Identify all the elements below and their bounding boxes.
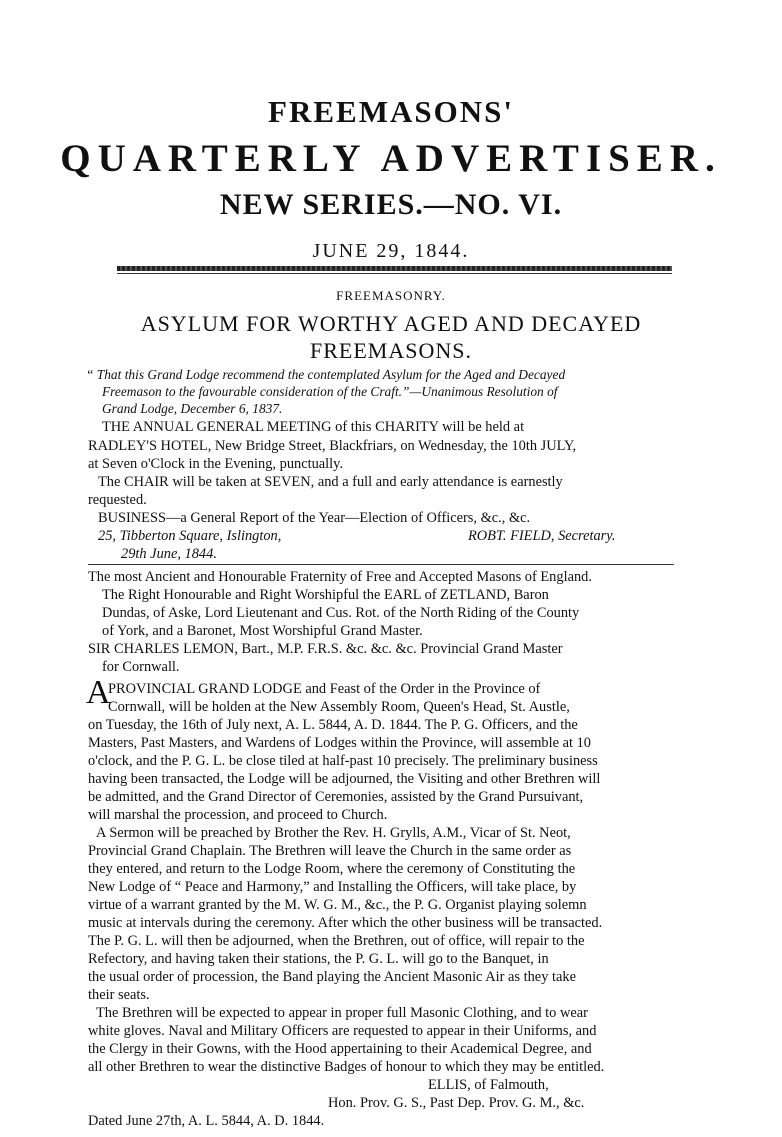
signer-title: Hon. Prov. G. S., Past Dep. Prov. G. M., &c. [328,1095,585,1111]
fraternity-line: SIR CHARLES LEMON, Bart., M.P. F.R.S. &c. &c. &c. Provincial Grand Master [88,641,563,657]
notice-line: the usual order of procession, the Band playing the Ancient Masonic Air as they take [88,969,576,985]
notice-line: having been transacted, the Lodge will be adjourned, the Visiting and other Brethren will [88,771,601,787]
section-heading-2: FREEMASONS. [310,338,472,363]
meeting-line: at Seven o'Clock in the Evening, punctually. [88,456,344,472]
section-divider [88,564,674,565]
secretary-signature: ROBT. FIELD, Secretary. [468,528,616,544]
fraternity-line: Dundas, of Aske, Lord Lieutenant and Cus. Rot. of the North Riding of the County [102,605,580,621]
notice-line: their seats. [88,987,150,1003]
meeting-line: BUSINESS—a General Report of the Year—Election of Officers, &c., &c. [98,510,531,526]
notice-line: all other Brethren to wear the distinctive Badges of honour to which they may be entitled. [88,1059,605,1075]
notice-line: be admitted, and the Grand Director of Ceremonies, assisted by the Grand Pursuivant, [88,789,584,805]
masthead-rule-thin [117,273,672,274]
notice-line: A Sermon will be preached by Brother the Rev. H. Grylls, A.M., Vicar of St. Neot, [96,825,571,841]
masthead-date: JUNE 29, 1844. [312,240,470,262]
fraternity-line: for Cornwall. [102,659,180,675]
notice-line: the Clergy in their Gowns, with the Hood appertaining to their Academical Degree, and [88,1041,592,1057]
notice-line: New Lodge of “ Peace and Harmony,” and Installing the Officers, will take place, by [88,879,577,895]
notice-line: Refectory, and having taken their stations, the P. G. L. will go to the Banquet, in [88,951,549,967]
address-line: 25, Tibberton Square, Islington, [98,528,282,544]
section-kicker: FREEMASONRY. [336,288,446,303]
signer-name: ELLIS, of Falmouth, [428,1077,549,1093]
notice-line: they entered, and return to the Lodge Room, where the ceremony of Constituting the [88,861,576,877]
masthead-series: NEW SERIES.—NO. VI. [219,188,563,221]
fraternity-line: The most Ancient and Honourable Fraternity of Free and Accepted Masons of England. [88,569,592,585]
fraternity-line: of York, and a Baronet, Most Worshipful Grand Master. [102,623,423,639]
dated-line: Dated June 27th, A. L. 5844, A. D. 1844. [88,1113,325,1129]
notice-line: The P. G. L. will then be adjourned, when the Brethren, out of office, will repair to the [88,933,585,949]
meeting-line: requested. [88,492,147,508]
drop-cap: A [86,674,111,711]
notice-line: Cornwall, will be holden at the New Assembly Room, Queen's Head, St. Austle, [108,699,570,715]
meeting-line: THE ANNUAL GENERAL MEETING of this CHARITY will be held at [102,419,525,435]
notice-line: music at intervals during the ceremony. After which the other business will be transacted. [88,915,603,931]
resolution-line: “ That this Grand Lodge recommend the contemplated Asylum for the Aged and Decayed [86,367,566,382]
meeting-line: RADLEY'S HOTEL, New Bridge Street, Blackfriars, on Wednesday, the 10th JULY, [88,438,577,454]
masthead-title: FREEMASONS' [268,94,514,129]
notice-line: white gloves. Naval and Military Officers are requested to appear in their Uniforms, and [88,1023,597,1039]
notice-line: Masters, Past Masters, and Wardens of Lodges within the Province, will assemble at 10 [88,735,591,751]
masthead-rule [117,266,672,271]
meeting-line: The CHAIR will be taken at SEVEN, and a full and early attendance is earnestly [98,474,563,490]
address-date: 29th June, 1844. [121,546,217,562]
section-heading: ASYLUM FOR WORTHY AGED AND DECAYED [140,311,642,336]
fraternity-line: The Right Honourable and Right Worshipful the EARL of ZETLAND, Baron [102,587,549,603]
resolution-line: Freemason to the favourable consideration of the Craft.”—Unanimous Resolution of [102,384,558,399]
notice-line: on Tuesday, the 16th of July next, A. L. 5844, A. D. 1844. The P. G. Officers, and the [88,717,578,733]
notice-line: o'clock, and the P. G. L. be close tiled at half-past 10 precisely. The preliminary business [88,753,598,769]
notice-line: will marshal the procession, and proceed to Church. [88,807,388,823]
masthead-subtitle: QUARTERLY ADVERTISER. [60,137,722,180]
resolution-line: Grand Lodge, December 6, 1837. [102,401,283,416]
notice-line: Provincial Grand Chaplain. The Brethren will leave the Church in the same order as [88,843,572,859]
notice-line: virtue of a warrant granted by the M. W. G. M., &c., the P. G. Organist playing solemn [88,897,587,913]
notice-line: PROVINCIAL GRAND LODGE and Feast of the Order in the Province of [108,681,541,697]
notice-line: The Brethren will be expected to appear in proper full Masonic Clothing, and to wear [96,1005,588,1021]
